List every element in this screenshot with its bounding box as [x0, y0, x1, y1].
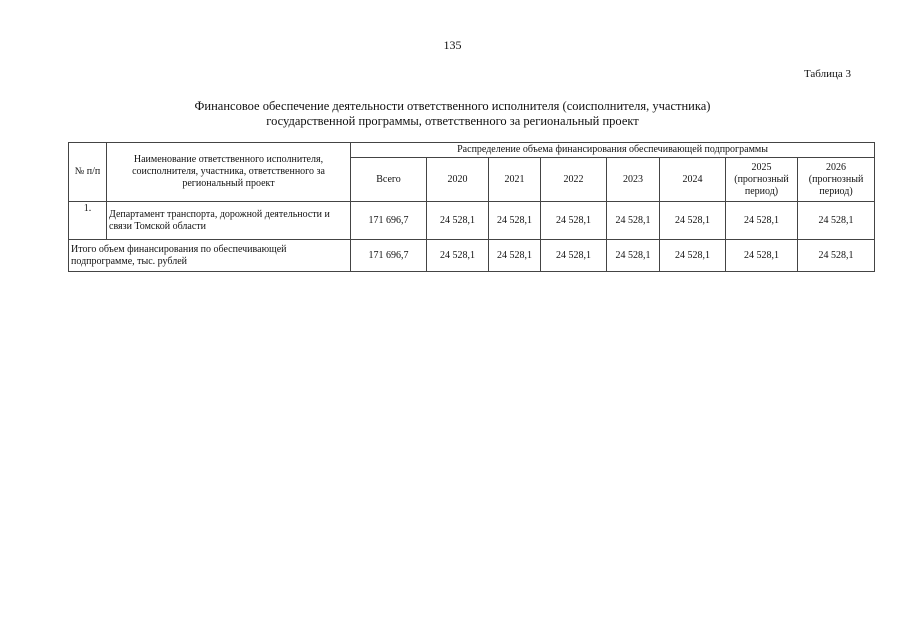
row-num: 1. [69, 202, 107, 240]
total-value-2023: 24 528,1 [607, 240, 660, 272]
row-value-2026: 24 528,1 [798, 202, 875, 240]
table-title [0, 99, 905, 129]
header-col-2024: 2024 [660, 158, 726, 202]
total-value-total: 171 696,7 [351, 240, 427, 272]
table-row [69, 202, 875, 240]
header-col-total: Всего [351, 158, 427, 202]
total-row [69, 240, 875, 272]
row-value-2020: 24 528,1 [427, 202, 489, 240]
row-name: Департамент транспорта, дорожной деятельности и связи Томской области [107, 202, 351, 240]
header-col-2025: 2025 (прогнозный период) [726, 158, 798, 202]
header-row-1 [69, 143, 875, 158]
total-value-2021: 24 528,1 [489, 240, 541, 272]
row-value-2024: 24 528,1 [660, 202, 726, 240]
total-value-2020: 24 528,1 [427, 240, 489, 272]
row-value-2021: 24 528,1 [489, 202, 541, 240]
header-col-2026: 2026 (прогнозный период) [798, 158, 875, 202]
header-col-2023: 2023 [607, 158, 660, 202]
header-col-2020: 2020 [427, 158, 489, 202]
total-value-2026: 24 528,1 [798, 240, 875, 272]
title-line-2: государственной программы, ответственного за региональный проект [266, 114, 639, 128]
header-distribution: Распределение объема финансирования обеспечивающей подпрограммы [351, 143, 875, 158]
page-number: 135 [443, 38, 462, 52]
row-value-2023: 24 528,1 [607, 202, 660, 240]
row-value-2025: 24 528,1 [726, 202, 798, 240]
header-num: № п/п [69, 143, 107, 202]
row-value-2022: 24 528,1 [541, 202, 607, 240]
total-value-2025: 24 528,1 [726, 240, 798, 272]
title-line-1: Финансовое обеспечение деятельности ответственного исполнителя (соисполнителя, участника) [194, 99, 711, 113]
header-col-2022: 2022 [541, 158, 607, 202]
total-label: Итого объем финансирования по обеспечивающей подпрограмме, тыс. рублей [69, 240, 351, 272]
header-name: Наименование ответственного исполнителя, соисполнителя, участника, ответственного за региональный проект [107, 143, 351, 202]
row-value-total: 171 696,7 [351, 202, 427, 240]
table-label: Таблица 3 [803, 68, 851, 80]
header-col-2021: 2021 [489, 158, 541, 202]
total-value-2022: 24 528,1 [541, 240, 607, 272]
total-value-2024: 24 528,1 [660, 240, 726, 272]
financing-table [68, 142, 875, 272]
